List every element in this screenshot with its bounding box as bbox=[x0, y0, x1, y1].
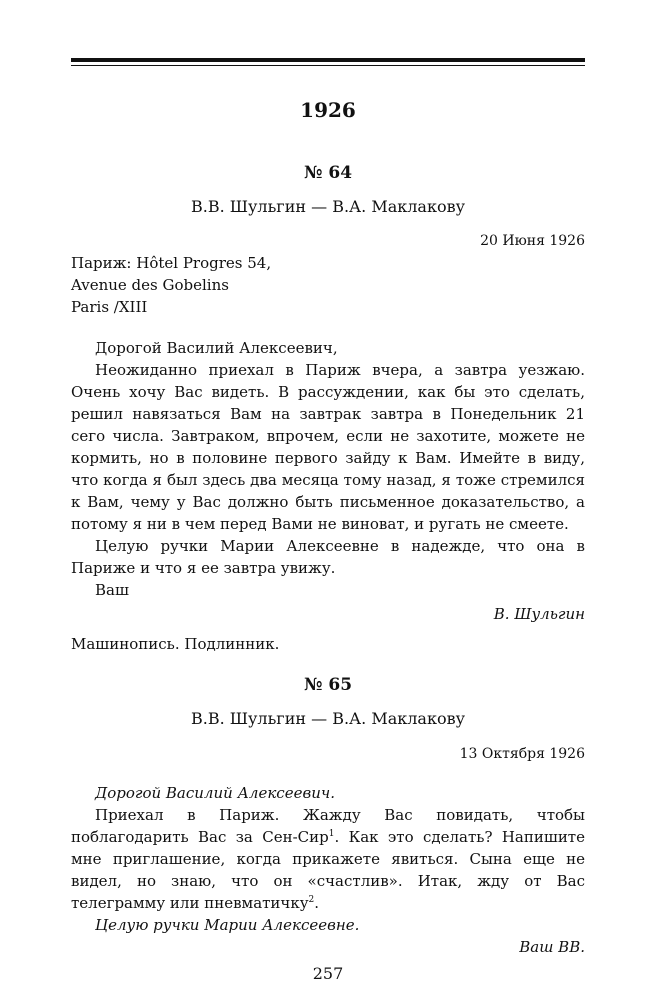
signature-64: В. Шульгин bbox=[493, 605, 585, 623]
date-65: 13 Октября 1926 bbox=[459, 746, 585, 762]
address-line: Paris /XIII bbox=[71, 298, 148, 316]
body-text: . bbox=[314, 894, 320, 912]
signature-65: Ваш ВВ. bbox=[519, 938, 585, 956]
address-line: Париж: Hôtel Progres 54, bbox=[71, 254, 272, 272]
header-rule-thick bbox=[71, 58, 585, 62]
address-block bbox=[71, 252, 585, 318]
closing-paragraph-64: Целую ручки Марии Алексеевне в надежде, что она в Париже и что я ее завтра увижу. bbox=[71, 537, 585, 577]
document-number-65: № 65 bbox=[303, 675, 353, 695]
document-title-65: В.В. Шульгин — В.А. Маклакову bbox=[190, 709, 465, 728]
archival-note-64: Машинопись. Подлинник. bbox=[71, 635, 280, 653]
body-paragraph-65 bbox=[71, 804, 585, 914]
closing-paragraph-65: Целую ручки Марии Алексеевне. bbox=[95, 916, 360, 934]
body-text: Приехал в Париж. Жажду Вас повидать, чтобы поблагодарить Вас за Сен-Сир bbox=[71, 806, 585, 846]
salutation-65: Дорогой Василий Алексеевич. bbox=[95, 784, 335, 802]
document-page bbox=[71, 58, 585, 984]
footnote-marker: 1 bbox=[328, 829, 335, 839]
date-64: 20 Июня 1926 bbox=[480, 233, 585, 249]
body-paragraph-64: Неожиданно приехал в Париж вчера, а завтра уезжаю. Очень хочу Вас видеть. В рассуждении, как бы это сделать, решил навязаться Вам на завтрак завтра в Понедельник 21 сего числа. Завтраком, впрочем, если не захотите, можете не кормить, но в половине первого зайду к Вам. Имейте в виду, что когда я был здесь два месяца тому назад, я тоже стремился к Вам, чему у Вас должно быть письменное доказательство, а потому я ни в чем перед Вами не виноват, и ругать не смеете. bbox=[71, 361, 585, 533]
year-heading: 1926 bbox=[300, 98, 356, 122]
footnote-marker: 2 bbox=[308, 895, 315, 905]
header-rule-thin bbox=[71, 65, 585, 66]
salutation-64: Дорогой Василий Алексеевич, bbox=[95, 339, 338, 357]
yours-64: Ваш bbox=[95, 581, 129, 599]
body-text: . Как это сделать? Напишите мне приглашение, когда прикажете явиться. Сына еще не видел, но знаю, что он «счастлив». Итак, жду от Вас телеграмму или пневматичку bbox=[71, 828, 585, 912]
document-number-64: № 64 bbox=[303, 163, 353, 183]
page-number: 257 bbox=[312, 964, 344, 983]
document-title-64: В.В. Шульгин — В.А. Маклакову bbox=[190, 197, 465, 216]
address-line: Avenue des Gobelins bbox=[71, 276, 229, 294]
